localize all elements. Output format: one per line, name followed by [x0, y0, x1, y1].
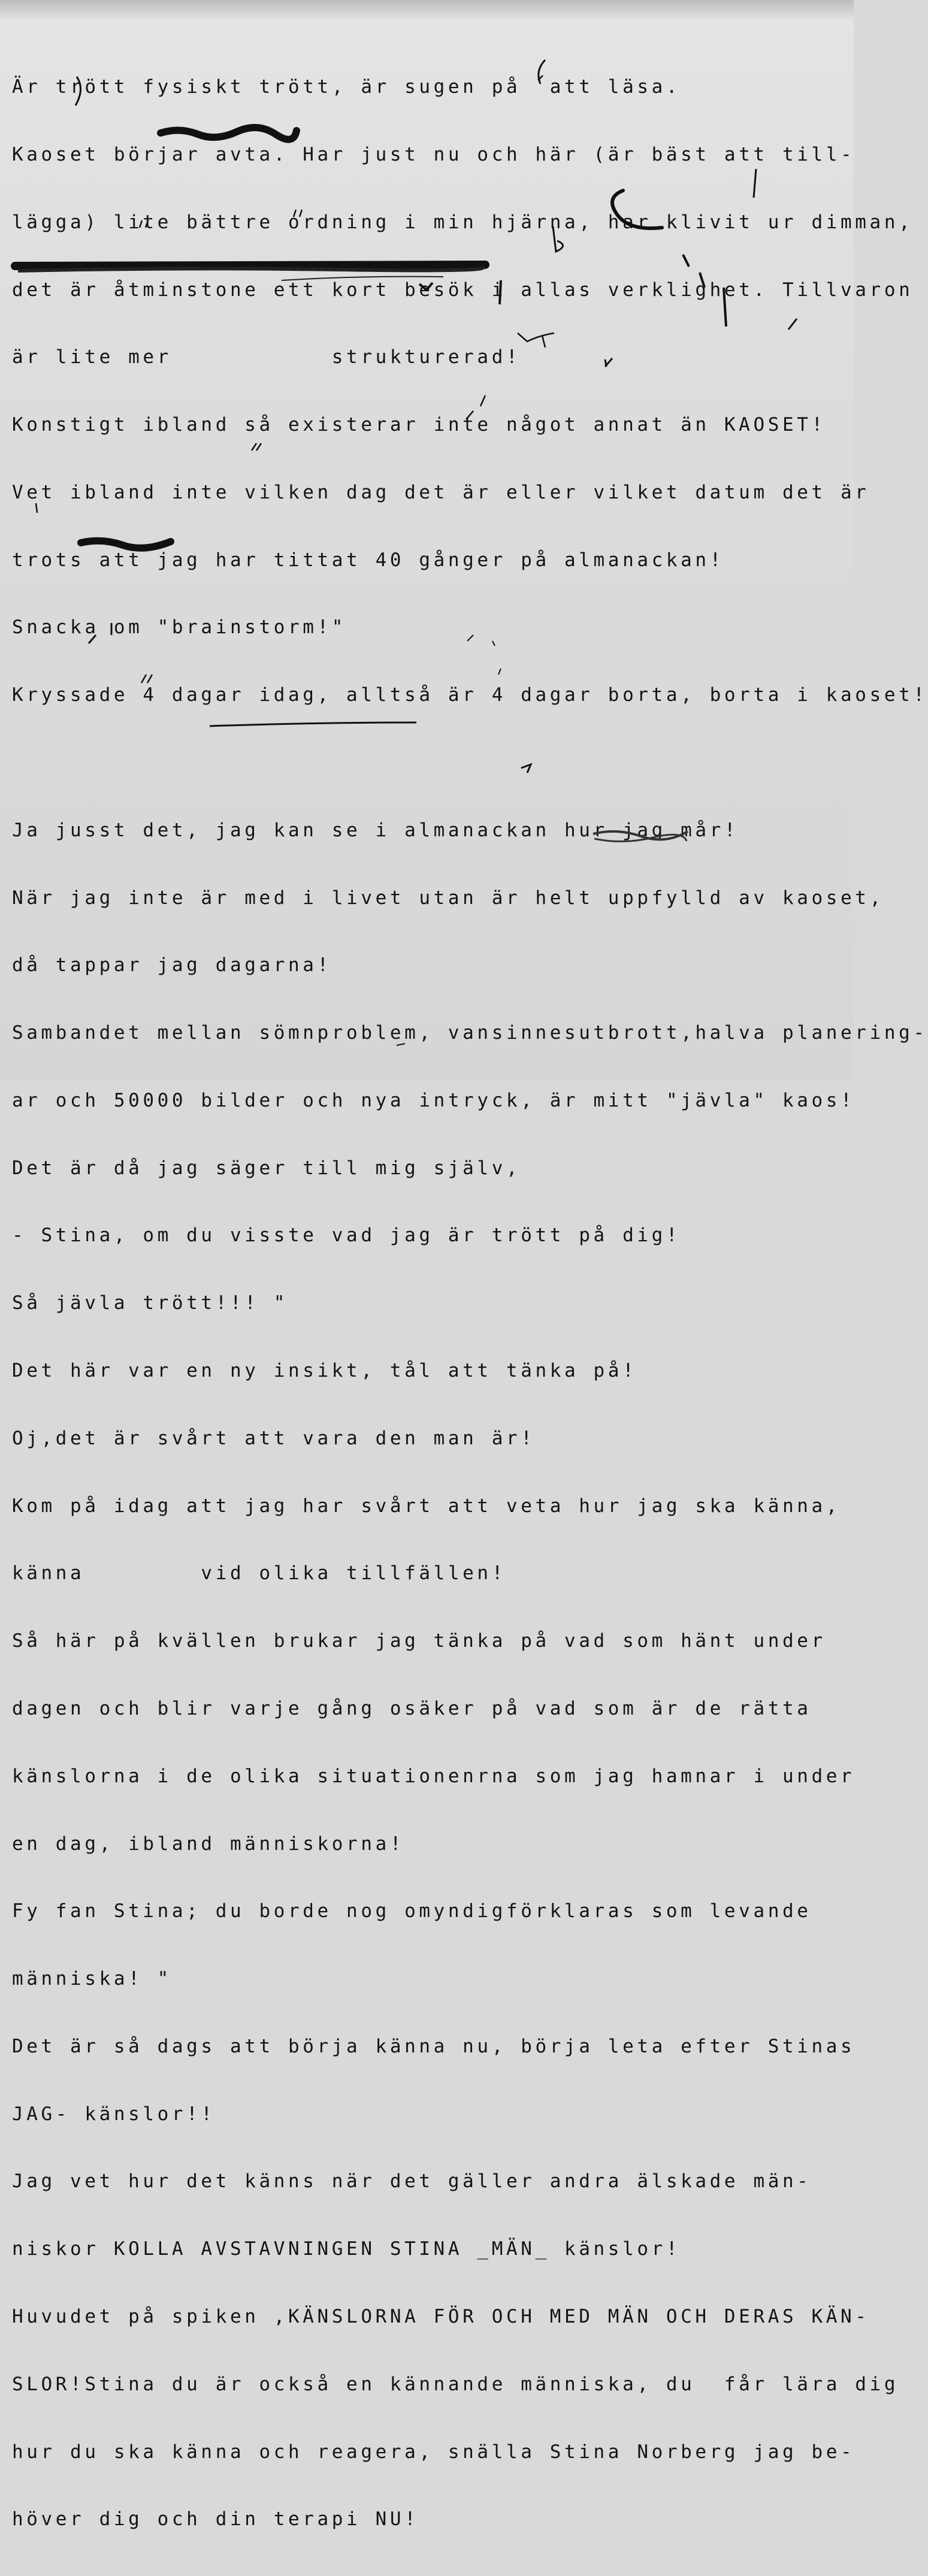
text-line: ar och 50000 bilder och nya intryck, är mitt "jävla" kaos! — [12, 1089, 856, 1111]
redacted-line — [12, 752, 845, 775]
text-line: Ja jusst det, jag kan se i almanackan hur jag mår! — [12, 819, 739, 841]
text-line: trots att jag har tittat 40 gånger på almanackan! — [12, 549, 724, 571]
top-edge-shadow — [0, 0, 854, 20]
text-line: Snacka om "brainstorm!" — [12, 616, 347, 639]
text-line: dagen och blir varje gång osäker på vad som är de rätta — [12, 1697, 812, 1719]
text-line: Så här på kvällen brukar jag tänka på vad som hänt under — [12, 1630, 826, 1652]
text-line: När jag inte är med i livet utan är helt uppfylld av kaoset, — [12, 887, 884, 909]
text-line: Kom på idag att jag har svårt att veta hur jag ska känna, — [12, 1495, 841, 1517]
text-line: Konstigt ibland så existerar inte något annat än KAOSET! — [12, 414, 826, 436]
text-line: Kaoset börjar avta. Har just nu och här (är bäst att till- — [12, 143, 856, 165]
text-line: Fy fan Stina; du borde nog omyndigförklaras som levande — [12, 1900, 812, 1922]
text-line: Vet ibland inte vilken dag det är eller vilket datum det är — [12, 481, 870, 503]
text-line: JAG- känslor!! — [12, 2103, 216, 2125]
text-line: då tappar jag dagarna! — [12, 954, 332, 976]
text-line: lägga) lite bättre ordning i min hjärna, har klivit ur dimman, — [12, 211, 914, 233]
typed-text-block — [12, 31, 928, 2576]
text-line: Kryssade 4 dagar idag, alltså är 4 dagar borta, borta i kaoset! — [12, 684, 928, 706]
text-line: känslorna i de olika situationenrna som jag hamnar i under — [12, 1765, 856, 1787]
text-line: Huvudet på spiken ,KÄNSLORNA FÖR OCH MED MÄN OCH DERAS KÄN- — [12, 2305, 870, 2327]
text-line: det är åtminstone ett kort besök i allas verklighet. Tillvaron — [12, 279, 914, 301]
text-line: känna vid olika tillfällen! — [12, 1562, 506, 1585]
text-line: Det är så dags att börja känna nu, börja leta efter Stinas — [12, 2035, 856, 2057]
text-line: niskor KOLLA AVSTAVNINGEN STINA _MÄN_ känslor! — [12, 2238, 681, 2260]
text-line: Det är då jag säger till mig själv, — [12, 1157, 521, 1179]
text-line: höver dig och din terapi NU! — [12, 2508, 419, 2530]
text-line: Är trött fysiskt trött, är sugen på att läsa. — [12, 76, 681, 98]
text-line: hur du ska känna och reagera, snälla Stina Norberg jag be- — [12, 2441, 856, 2463]
text-line: Så jävla trött!!! " — [12, 1292, 289, 1314]
text-line: SLOR!Stina du är också en kännande människa, du får lära dig — [12, 2373, 899, 2395]
text-line: människa! " — [12, 1968, 172, 1990]
text-line: - Stina, om du visste vad jag är trött på dig! — [12, 1224, 681, 1247]
text-line: en dag, ibland människorna! — [12, 1833, 405, 1855]
text-line: Oj,det är svårt att vara den man är! — [12, 1427, 536, 1449]
text-line: Sambandet mellan sömnproblem, vansinnesutbrott,halva planering- — [12, 1022, 928, 1044]
text-line: är lite mer strukturerad! — [12, 346, 521, 368]
text-line: Jag vet hur det känns när det gäller andra älskade män- — [12, 2170, 812, 2193]
text-line: Det här var en ny insikt, tål att tänka på! — [12, 1360, 637, 1382]
